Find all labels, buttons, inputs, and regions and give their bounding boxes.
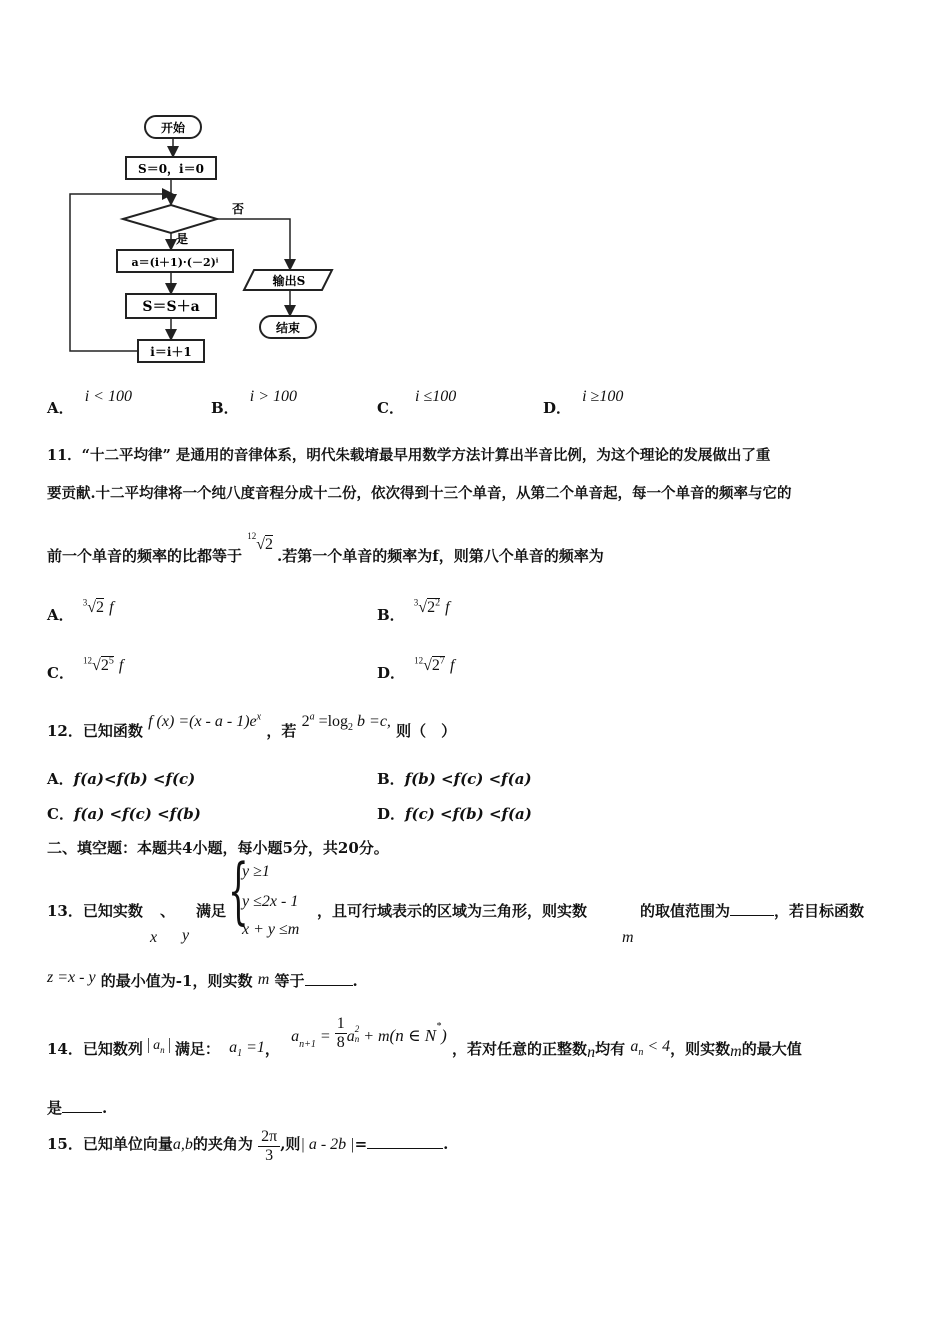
q12-option-c: C．f(a) <f(c) <f(b) xyxy=(47,805,201,823)
q12-option-a: A．f(a)<f(b) <f(c) xyxy=(47,770,196,788)
flow-end-text: 结束 xyxy=(275,321,301,335)
q13-blank-1[interactable] xyxy=(730,901,774,916)
q10-option-d: D． i ≥100 xyxy=(543,388,624,417)
flow-yes-label: 是 xyxy=(176,232,189,246)
q13-tail: 的取值范围为 ，若目标函数 xyxy=(640,902,865,920)
flow-decision-node xyxy=(123,205,217,233)
flowchart xyxy=(60,110,350,370)
q11-option-a: A． $^3$√2 f xyxy=(47,597,114,624)
q15-angle-fraction: $\frac{2\pi}{3}$ xyxy=(258,1128,280,1165)
q13-var-x: x xyxy=(150,929,158,946)
q13-sep: 、 xyxy=(160,902,176,920)
q13-cond2: y ≤2x - 1 xyxy=(242,893,299,910)
flow-increment-text: i＝i＋1 xyxy=(150,345,192,359)
q10-option-a: A． i < 100 xyxy=(47,388,132,417)
q11-option-d: D． $^{12}√2^7$ f xyxy=(377,655,455,682)
q10-option-c-expr: i ≤100 xyxy=(415,388,457,405)
q12-stem: 12．已知函数 f $(x) =(x - a - 1)e^x$ ，若 $2^a =\log_2$ b =c, 则（ ） xyxy=(47,711,457,740)
q12-option-b: B．f(b) <f(c) <f(a) xyxy=(377,770,532,788)
q13-line2: z =x - y 的最小值为-1，则实数 m 等于 . xyxy=(47,969,358,990)
q13-cond1: y ≥1 xyxy=(242,863,270,880)
q12-condition: $2^a =\log_2$ b =c, xyxy=(301,711,391,734)
flow-no-label: 否 xyxy=(232,202,245,216)
q11-line1: 11．“十二平均律” 是通用的音律体系，明代朱载堉最早用数学方法计算出半音比例，为这个理论的发展做出了重 xyxy=(47,447,771,464)
q14-bound: $a_n < 4$ xyxy=(630,1038,671,1059)
section-heading: 二、填空题：本题共4小题，每小题5分，共20分。 xyxy=(47,839,389,857)
q10-option-b: B． i > 100 xyxy=(211,388,298,417)
q10-option-b-expr: i > 100 xyxy=(249,388,298,405)
flow-assign-s-text: S＝S＋a xyxy=(142,299,200,315)
q11-line3: 前一个单音的频率的比都等于 $^{12}$√2 .若第一个单音的频率为f，则第八个单音的频率为 xyxy=(47,530,604,565)
q14-recurrence: $a_{n+1}$ = $\frac{1}{8}$ a 2 n + m(n ∈ N*) xyxy=(291,1015,447,1051)
q14-line2: 是 . xyxy=(47,1099,108,1117)
q13-cond3: x + y ≤m xyxy=(242,921,300,938)
q15-stem: 15．已知单位向量a,b的夹角为 $\frac{2\pi}{3}$ ,则| a - 2b |= . xyxy=(47,1128,449,1164)
q13-mid: ，且可行域表示的区域为三角形，则实数 xyxy=(317,902,588,920)
q13-blank-2[interactable] xyxy=(305,971,353,986)
flow-start-text: 开始 xyxy=(160,121,186,135)
q11-root: $^{12}$√2 xyxy=(247,530,274,553)
q12-option-d: D．f(c) <f(b) <f(a) xyxy=(377,805,532,823)
q14-blank[interactable] xyxy=(62,1098,102,1113)
q11-line2: 要贡献.十二平均律将一个纯八度音程分成十二份，依次得到十三个单音，从第二个单音起，每一个单音的频率与它的 xyxy=(47,485,792,502)
flow-assign-a-text: a＝(i＋1)·(－2)ⁱ xyxy=(131,256,219,269)
q10-option-d-expr: i ≥100 xyxy=(582,388,624,405)
q15-blank[interactable] xyxy=(367,1134,443,1149)
q13-system-brace: { xyxy=(228,848,249,932)
q14-seq: $a_n$ xyxy=(148,1038,170,1053)
q13-var-m: m xyxy=(622,929,634,946)
q11-option-b: B． $^3√2^2$ f xyxy=(377,597,450,624)
q13-var-y: y xyxy=(182,927,190,944)
q10-option-c: C． i ≤100 xyxy=(377,388,457,417)
flow-init-text: S＝0，i＝0 xyxy=(138,162,204,176)
q11-option-c: C． $^{12}√2^5$ f xyxy=(47,655,124,682)
q13-satisfy: 满足 xyxy=(196,902,227,920)
q12-function: f $(x) =(x - a - 1)e^x$ xyxy=(148,711,262,730)
q14-stem: 14．已知数列 $a_n$ 满足： $a_1 =1$， $a_{n+1}$ = $\frac{1}{8}$ a 2 n + m(n ∈ N*) ，若对任意的正整数n均有 $a_n < 4$，则实数m的最大值 xyxy=(47,1015,802,1062)
q13-prefix: 13．已知实数 xyxy=(47,902,143,920)
flow-output-text: 输出S xyxy=(272,274,306,288)
q14-a1: $a_1 =1$ xyxy=(229,1039,265,1060)
q10-option-a-expr: i < 100 xyxy=(84,388,132,405)
